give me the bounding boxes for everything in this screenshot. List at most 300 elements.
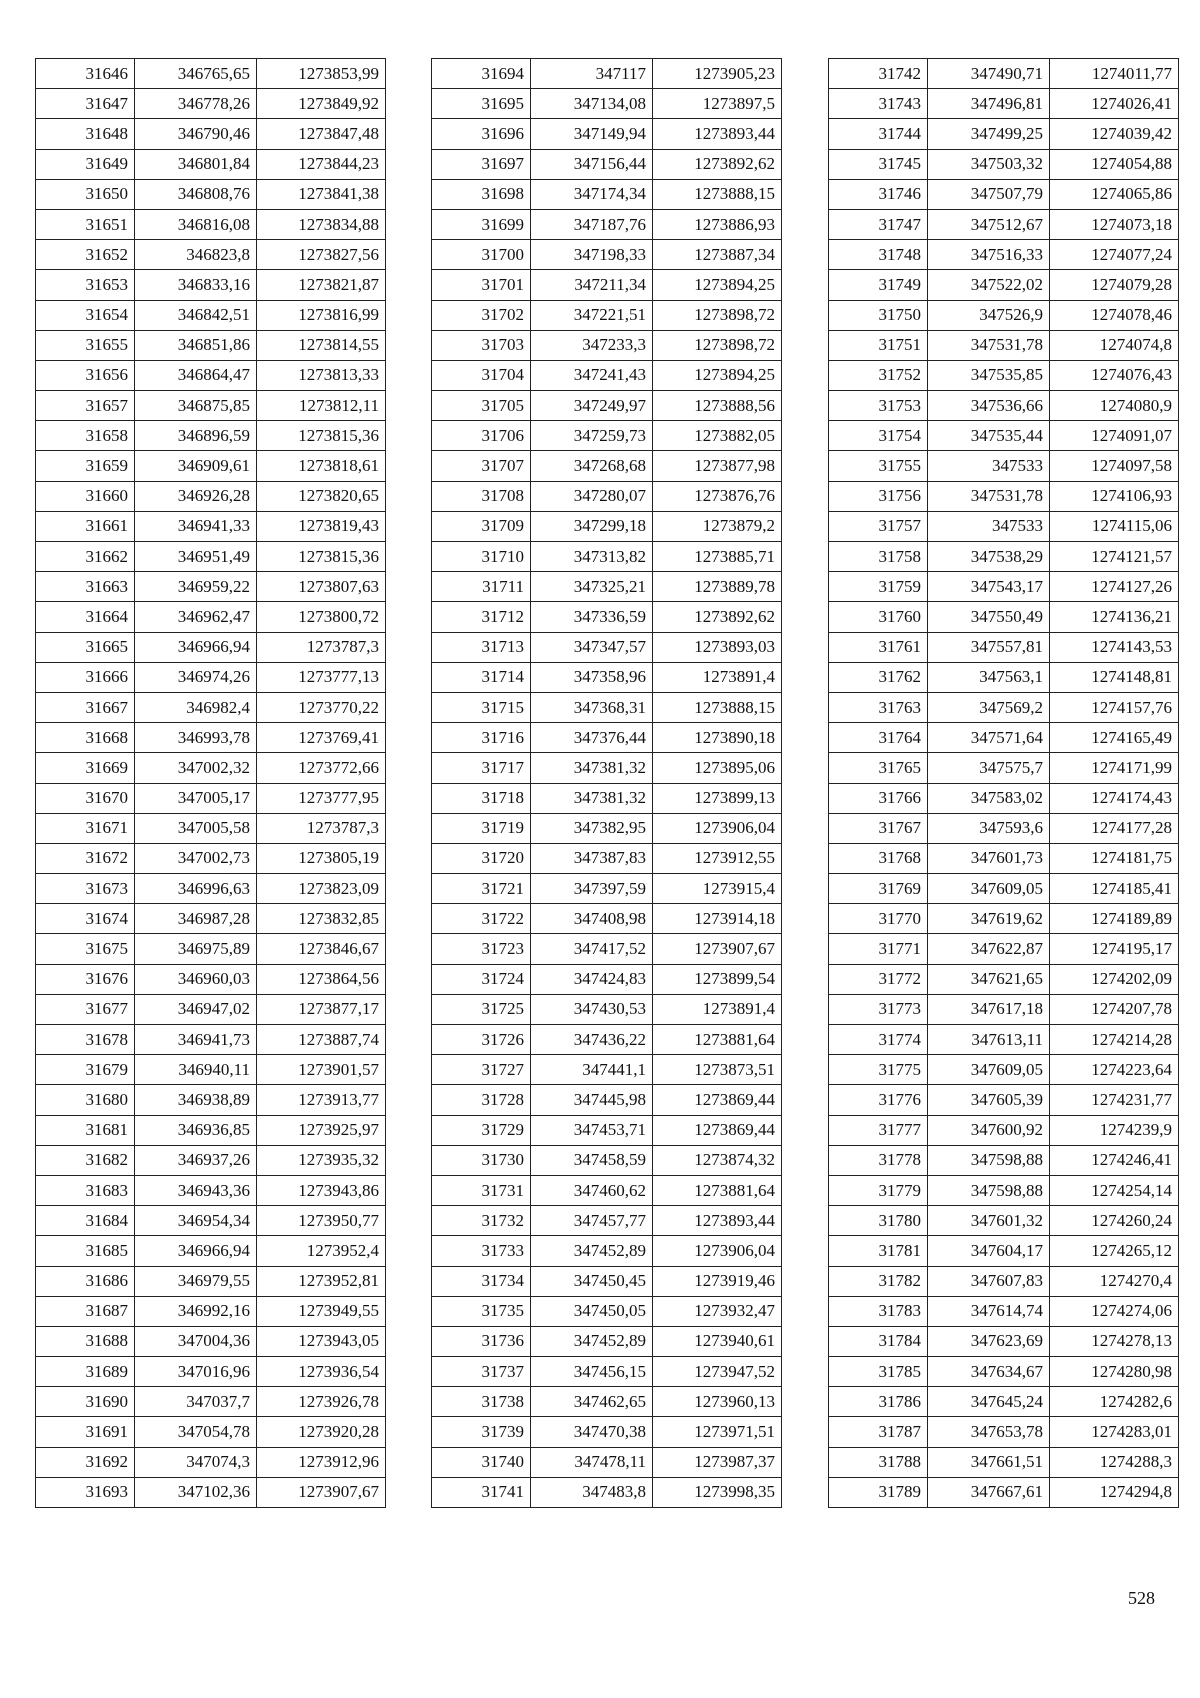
table-row (829, 994, 1179, 1024)
x-coordinate-cell: 347619,62 (928, 904, 1050, 934)
y-coordinate-cell: 1274231,77 (1050, 1085, 1179, 1115)
y-coordinate-cell: 1273915,4 (653, 874, 782, 904)
table-row (829, 179, 1179, 209)
table-row (432, 934, 782, 964)
point-id-cell: 31760 (829, 602, 928, 632)
x-coordinate-cell: 347531,78 (928, 330, 1050, 360)
table-row (432, 391, 782, 421)
x-coordinate-cell: 347299,18 (531, 511, 653, 541)
table-row (36, 1175, 386, 1205)
point-id-cell: 31710 (432, 542, 531, 572)
y-coordinate-cell: 1273894,25 (653, 360, 782, 390)
y-coordinate-cell: 1273787,3 (257, 813, 386, 843)
y-coordinate-cell: 1273864,56 (257, 964, 386, 994)
point-id-cell: 31775 (829, 1055, 928, 1085)
point-id-cell: 31722 (432, 904, 531, 934)
point-id-cell: 31692 (36, 1447, 135, 1477)
x-coordinate-cell: 347607,83 (928, 1266, 1050, 1296)
x-coordinate-cell: 347002,32 (135, 753, 257, 783)
y-coordinate-cell: 1273971,51 (653, 1417, 782, 1447)
table-row (829, 1055, 1179, 1085)
y-coordinate-cell: 1273814,55 (257, 330, 386, 360)
x-coordinate-cell: 347156,44 (531, 149, 653, 179)
x-coordinate-cell: 346896,59 (135, 421, 257, 451)
y-coordinate-cell: 1273807,63 (257, 572, 386, 602)
x-coordinate-cell: 346975,89 (135, 934, 257, 964)
y-coordinate-cell: 1273877,98 (653, 451, 782, 481)
table-row (432, 1175, 782, 1205)
point-id-cell: 31658 (36, 421, 135, 451)
point-id-cell: 31736 (432, 1326, 531, 1356)
x-coordinate-cell: 346993,78 (135, 723, 257, 753)
point-id-cell: 31782 (829, 1266, 928, 1296)
point-id-cell: 31770 (829, 904, 928, 934)
y-coordinate-cell: 1273898,72 (653, 300, 782, 330)
point-id-cell: 31784 (829, 1326, 928, 1356)
point-id-cell: 31653 (36, 270, 135, 300)
y-coordinate-cell: 1274106,93 (1050, 481, 1179, 511)
y-coordinate-cell: 1274121,57 (1050, 542, 1179, 572)
x-coordinate-cell: 347516,33 (928, 240, 1050, 270)
table-row (432, 1477, 782, 1507)
point-id-cell: 31774 (829, 1025, 928, 1055)
table-row (36, 874, 386, 904)
x-coordinate-cell: 347550,49 (928, 602, 1050, 632)
point-id-cell: 31646 (36, 59, 135, 89)
y-coordinate-cell: 1273907,67 (653, 934, 782, 964)
x-coordinate-cell: 347005,58 (135, 813, 257, 843)
table-row (36, 59, 386, 89)
y-coordinate-cell: 1273873,51 (653, 1055, 782, 1085)
y-coordinate-cell: 1273823,09 (257, 874, 386, 904)
table-row (432, 783, 782, 813)
x-coordinate-cell: 347054,78 (135, 1417, 257, 1447)
x-coordinate-cell: 346909,61 (135, 451, 257, 481)
point-id-cell: 31672 (36, 843, 135, 873)
table-row (36, 511, 386, 541)
point-id-cell: 31756 (829, 481, 928, 511)
point-id-cell: 31695 (432, 89, 531, 119)
point-id-cell: 31755 (829, 451, 928, 481)
y-coordinate-cell: 1273882,05 (653, 421, 782, 451)
table-row (432, 270, 782, 300)
table-row (432, 813, 782, 843)
y-coordinate-cell: 1273818,61 (257, 451, 386, 481)
x-coordinate-cell: 347004,36 (135, 1326, 257, 1356)
y-coordinate-cell: 1273914,18 (653, 904, 782, 934)
x-coordinate-cell: 347600,92 (928, 1115, 1050, 1145)
table-row (36, 783, 386, 813)
point-id-cell: 31730 (432, 1145, 531, 1175)
table-row (36, 89, 386, 119)
point-id-cell: 31707 (432, 451, 531, 481)
point-id-cell: 31657 (36, 391, 135, 421)
y-coordinate-cell: 1274280,98 (1050, 1357, 1179, 1387)
table-row (829, 813, 1179, 843)
y-coordinate-cell: 1274174,43 (1050, 783, 1179, 813)
table-row (36, 300, 386, 330)
y-coordinate-cell: 1273895,06 (653, 753, 782, 783)
y-coordinate-cell: 1274165,49 (1050, 723, 1179, 753)
coordinate-table-3 (828, 58, 1179, 1508)
y-coordinate-cell: 1274283,01 (1050, 1417, 1179, 1447)
x-coordinate-cell: 347134,08 (531, 89, 653, 119)
y-coordinate-cell: 1274080,9 (1050, 391, 1179, 421)
point-id-cell: 31765 (829, 753, 928, 783)
point-id-cell: 31786 (829, 1387, 928, 1417)
y-coordinate-cell: 1273874,32 (653, 1145, 782, 1175)
table-row (432, 511, 782, 541)
x-coordinate-cell: 347613,11 (928, 1025, 1050, 1055)
table-row (36, 1447, 386, 1477)
y-coordinate-cell: 1274294,8 (1050, 1477, 1179, 1507)
x-coordinate-cell: 347453,71 (531, 1115, 653, 1145)
table-row (36, 964, 386, 994)
x-coordinate-cell: 346959,22 (135, 572, 257, 602)
point-id-cell: 31662 (36, 542, 135, 572)
x-coordinate-cell: 347198,33 (531, 240, 653, 270)
table-row (36, 662, 386, 692)
point-id-cell: 31648 (36, 119, 135, 149)
y-coordinate-cell: 1274054,88 (1050, 149, 1179, 179)
point-id-cell: 31767 (829, 813, 928, 843)
point-id-cell: 31716 (432, 723, 531, 753)
table-row (829, 1145, 1179, 1175)
y-coordinate-cell: 1274136,21 (1050, 602, 1179, 632)
y-coordinate-cell: 1273834,88 (257, 209, 386, 239)
point-id-cell: 31677 (36, 994, 135, 1024)
y-coordinate-cell: 1274207,78 (1050, 994, 1179, 1024)
x-coordinate-cell: 347617,18 (928, 994, 1050, 1024)
y-coordinate-cell: 1273877,17 (257, 994, 386, 1024)
table-row (36, 1296, 386, 1326)
table-row (829, 1357, 1179, 1387)
x-coordinate-cell: 347598,88 (928, 1145, 1050, 1175)
x-coordinate-cell: 346941,33 (135, 511, 257, 541)
x-coordinate-cell: 347387,83 (531, 843, 653, 873)
y-coordinate-cell: 1274185,41 (1050, 874, 1179, 904)
x-coordinate-cell: 347569,2 (928, 692, 1050, 722)
y-coordinate-cell: 1274223,64 (1050, 1055, 1179, 1085)
x-coordinate-cell: 347187,76 (531, 209, 653, 239)
table-row (36, 330, 386, 360)
y-coordinate-cell: 1273920,28 (257, 1417, 386, 1447)
point-id-cell: 31757 (829, 511, 928, 541)
y-coordinate-cell: 1273912,96 (257, 1447, 386, 1477)
x-coordinate-cell: 347483,8 (531, 1477, 653, 1507)
point-id-cell: 31674 (36, 904, 135, 934)
y-coordinate-cell: 1273926,78 (257, 1387, 386, 1417)
y-coordinate-cell: 1273777,95 (257, 783, 386, 813)
point-id-cell: 31690 (36, 1387, 135, 1417)
y-coordinate-cell: 1274254,14 (1050, 1175, 1179, 1205)
point-id-cell: 31766 (829, 783, 928, 813)
table-row (829, 1236, 1179, 1266)
point-id-cell: 31687 (36, 1296, 135, 1326)
y-coordinate-cell: 1273849,92 (257, 89, 386, 119)
y-coordinate-cell: 1273987,37 (653, 1447, 782, 1477)
y-coordinate-cell: 1273892,62 (653, 149, 782, 179)
point-id-cell: 31727 (432, 1055, 531, 1085)
y-coordinate-cell: 1273901,57 (257, 1055, 386, 1085)
point-id-cell: 31703 (432, 330, 531, 360)
point-id-cell: 31746 (829, 179, 928, 209)
point-id-cell: 31737 (432, 1357, 531, 1387)
y-coordinate-cell: 1273890,18 (653, 723, 782, 753)
x-coordinate-cell: 346936,85 (135, 1115, 257, 1145)
table-row (36, 270, 386, 300)
y-coordinate-cell: 1273853,99 (257, 59, 386, 89)
table-row (432, 843, 782, 873)
table-row (36, 1115, 386, 1145)
table-row (432, 723, 782, 753)
point-id-cell: 31763 (829, 692, 928, 722)
y-coordinate-cell: 1274026,41 (1050, 89, 1179, 119)
x-coordinate-cell: 347563,1 (928, 662, 1050, 692)
x-coordinate-cell: 346966,94 (135, 1236, 257, 1266)
table-row (829, 360, 1179, 390)
y-coordinate-cell: 1273881,64 (653, 1025, 782, 1055)
point-id-cell: 31663 (36, 572, 135, 602)
y-coordinate-cell: 1273899,54 (653, 964, 782, 994)
point-id-cell: 31776 (829, 1085, 928, 1115)
table-row (829, 542, 1179, 572)
point-id-cell: 31777 (829, 1115, 928, 1145)
table-row (36, 240, 386, 270)
table-row (829, 904, 1179, 934)
x-coordinate-cell: 347536,66 (928, 391, 1050, 421)
x-coordinate-cell: 346996,63 (135, 874, 257, 904)
x-coordinate-cell: 346790,46 (135, 119, 257, 149)
table-row (432, 119, 782, 149)
table-row (432, 994, 782, 1024)
x-coordinate-cell: 347368,31 (531, 692, 653, 722)
point-id-cell: 31741 (432, 1477, 531, 1507)
y-coordinate-cell: 1273889,78 (653, 572, 782, 602)
y-coordinate-cell: 1273812,11 (257, 391, 386, 421)
y-coordinate-cell: 1274143,53 (1050, 632, 1179, 662)
y-coordinate-cell: 1274270,4 (1050, 1266, 1179, 1296)
x-coordinate-cell: 347575,7 (928, 753, 1050, 783)
table-row (829, 240, 1179, 270)
x-coordinate-cell: 346940,11 (135, 1055, 257, 1085)
point-id-cell: 31704 (432, 360, 531, 390)
table-row (432, 542, 782, 572)
x-coordinate-cell: 346941,73 (135, 1025, 257, 1055)
table-row (36, 1085, 386, 1115)
point-id-cell: 31676 (36, 964, 135, 994)
x-coordinate-cell: 346943,36 (135, 1175, 257, 1205)
x-coordinate-cell: 347358,96 (531, 662, 653, 692)
table-row (36, 843, 386, 873)
x-coordinate-cell: 347601,73 (928, 843, 1050, 873)
point-id-cell: 31696 (432, 119, 531, 149)
x-coordinate-cell: 346926,28 (135, 481, 257, 511)
x-coordinate-cell: 346938,89 (135, 1085, 257, 1115)
point-id-cell: 31754 (829, 421, 928, 451)
table-row (829, 451, 1179, 481)
point-id-cell: 31717 (432, 753, 531, 783)
x-coordinate-cell: 347441,1 (531, 1055, 653, 1085)
table-row (432, 904, 782, 934)
x-coordinate-cell: 346778,26 (135, 89, 257, 119)
table-row (432, 874, 782, 904)
table-row (36, 1055, 386, 1085)
x-coordinate-cell: 347458,59 (531, 1145, 653, 1175)
x-coordinate-cell: 347397,59 (531, 874, 653, 904)
x-coordinate-cell: 347037,7 (135, 1387, 257, 1417)
table-row (829, 481, 1179, 511)
y-coordinate-cell: 1273821,87 (257, 270, 386, 300)
point-id-cell: 31752 (829, 360, 928, 390)
point-id-cell: 31656 (36, 360, 135, 390)
point-id-cell: 31661 (36, 511, 135, 541)
y-coordinate-cell: 1274078,46 (1050, 300, 1179, 330)
point-id-cell: 31651 (36, 209, 135, 239)
x-coordinate-cell: 346816,08 (135, 209, 257, 239)
x-coordinate-cell: 347634,67 (928, 1357, 1050, 1387)
point-id-cell: 31751 (829, 330, 928, 360)
point-id-cell: 31712 (432, 602, 531, 632)
table-row (829, 119, 1179, 149)
x-coordinate-cell: 346947,02 (135, 994, 257, 1024)
x-coordinate-cell: 347452,89 (531, 1236, 653, 1266)
point-id-cell: 31745 (829, 149, 928, 179)
coordinate-table-2 (431, 58, 782, 1508)
x-coordinate-cell: 347417,52 (531, 934, 653, 964)
y-coordinate-cell: 1274282,6 (1050, 1387, 1179, 1417)
x-coordinate-cell: 346987,28 (135, 904, 257, 934)
point-id-cell: 31698 (432, 179, 531, 209)
point-id-cell: 31686 (36, 1266, 135, 1296)
table-row (432, 481, 782, 511)
y-coordinate-cell: 1274115,06 (1050, 511, 1179, 541)
table-row (829, 149, 1179, 179)
x-coordinate-cell: 347535,44 (928, 421, 1050, 451)
y-coordinate-cell: 1274181,75 (1050, 843, 1179, 873)
point-id-cell: 31738 (432, 1387, 531, 1417)
table-row (36, 119, 386, 149)
table-row (829, 783, 1179, 813)
x-coordinate-cell: 347325,21 (531, 572, 653, 602)
table-row (829, 1477, 1179, 1507)
x-coordinate-cell: 347313,82 (531, 542, 653, 572)
x-coordinate-cell: 347221,51 (531, 300, 653, 330)
table-row (829, 1417, 1179, 1447)
y-coordinate-cell: 1273869,44 (653, 1085, 782, 1115)
x-coordinate-cell: 346951,49 (135, 542, 257, 572)
point-id-cell: 31669 (36, 753, 135, 783)
x-coordinate-cell: 346875,85 (135, 391, 257, 421)
point-id-cell: 31771 (829, 934, 928, 964)
y-coordinate-cell: 1274039,42 (1050, 119, 1179, 149)
point-id-cell: 31654 (36, 300, 135, 330)
table-row (432, 421, 782, 451)
point-id-cell: 31697 (432, 149, 531, 179)
table-row (432, 1236, 782, 1266)
table-row (36, 209, 386, 239)
table-row (432, 632, 782, 662)
x-coordinate-cell: 347543,17 (928, 572, 1050, 602)
y-coordinate-cell: 1273899,13 (653, 783, 782, 813)
y-coordinate-cell: 1273912,55 (653, 843, 782, 873)
x-coordinate-cell: 347507,79 (928, 179, 1050, 209)
x-coordinate-cell: 347583,02 (928, 783, 1050, 813)
x-coordinate-cell: 347593,6 (928, 813, 1050, 843)
y-coordinate-cell: 1273815,36 (257, 542, 386, 572)
point-id-cell: 31780 (829, 1206, 928, 1236)
point-id-cell: 31684 (36, 1206, 135, 1236)
table-row (36, 904, 386, 934)
point-id-cell: 31729 (432, 1115, 531, 1145)
y-coordinate-cell: 1274288,3 (1050, 1447, 1179, 1477)
table-row (432, 59, 782, 89)
y-coordinate-cell: 1273888,56 (653, 391, 782, 421)
table-row (36, 632, 386, 662)
table-row (829, 1206, 1179, 1236)
y-coordinate-cell: 1273819,43 (257, 511, 386, 541)
table-row (829, 874, 1179, 904)
table-row (829, 1296, 1179, 1326)
x-coordinate-cell: 347571,64 (928, 723, 1050, 753)
y-coordinate-cell: 1273952,4 (257, 1236, 386, 1266)
point-id-cell: 31753 (829, 391, 928, 421)
y-coordinate-cell: 1274274,06 (1050, 1296, 1179, 1326)
y-coordinate-cell: 1273897,5 (653, 89, 782, 119)
table-row (432, 360, 782, 390)
y-coordinate-cell: 1273952,81 (257, 1266, 386, 1296)
x-coordinate-cell: 347424,83 (531, 964, 653, 994)
x-coordinate-cell: 347614,74 (928, 1296, 1050, 1326)
y-coordinate-cell: 1273815,36 (257, 421, 386, 451)
point-id-cell: 31725 (432, 994, 531, 1024)
point-id-cell: 31694 (432, 59, 531, 89)
table-row (829, 692, 1179, 722)
x-coordinate-cell: 347450,05 (531, 1296, 653, 1326)
y-coordinate-cell: 1274148,81 (1050, 662, 1179, 692)
page-number: 528 (1128, 1588, 1155, 1608)
point-id-cell: 31699 (432, 209, 531, 239)
table-row (432, 1447, 782, 1477)
point-id-cell: 31706 (432, 421, 531, 451)
point-id-cell: 31785 (829, 1357, 928, 1387)
table-row (432, 602, 782, 632)
point-id-cell: 31769 (829, 874, 928, 904)
table-row (432, 964, 782, 994)
y-coordinate-cell: 1273813,33 (257, 360, 386, 390)
table-row (829, 1085, 1179, 1115)
x-coordinate-cell: 346808,76 (135, 179, 257, 209)
x-coordinate-cell: 346960,03 (135, 964, 257, 994)
point-id-cell: 31764 (829, 723, 928, 753)
point-id-cell: 31715 (432, 692, 531, 722)
table-row (432, 149, 782, 179)
point-id-cell: 31723 (432, 934, 531, 964)
point-id-cell: 31708 (432, 481, 531, 511)
point-id-cell: 31673 (36, 874, 135, 904)
x-coordinate-cell: 347457,77 (531, 1206, 653, 1236)
point-id-cell: 31772 (829, 964, 928, 994)
x-coordinate-cell: 347512,67 (928, 209, 1050, 239)
point-id-cell: 31713 (432, 632, 531, 662)
y-coordinate-cell: 1273846,67 (257, 934, 386, 964)
x-coordinate-cell: 347268,68 (531, 451, 653, 481)
table-row (432, 209, 782, 239)
point-id-cell: 31678 (36, 1025, 135, 1055)
y-coordinate-cell: 1273893,44 (653, 1206, 782, 1236)
x-coordinate-cell: 347490,71 (928, 59, 1050, 89)
table-row (36, 692, 386, 722)
